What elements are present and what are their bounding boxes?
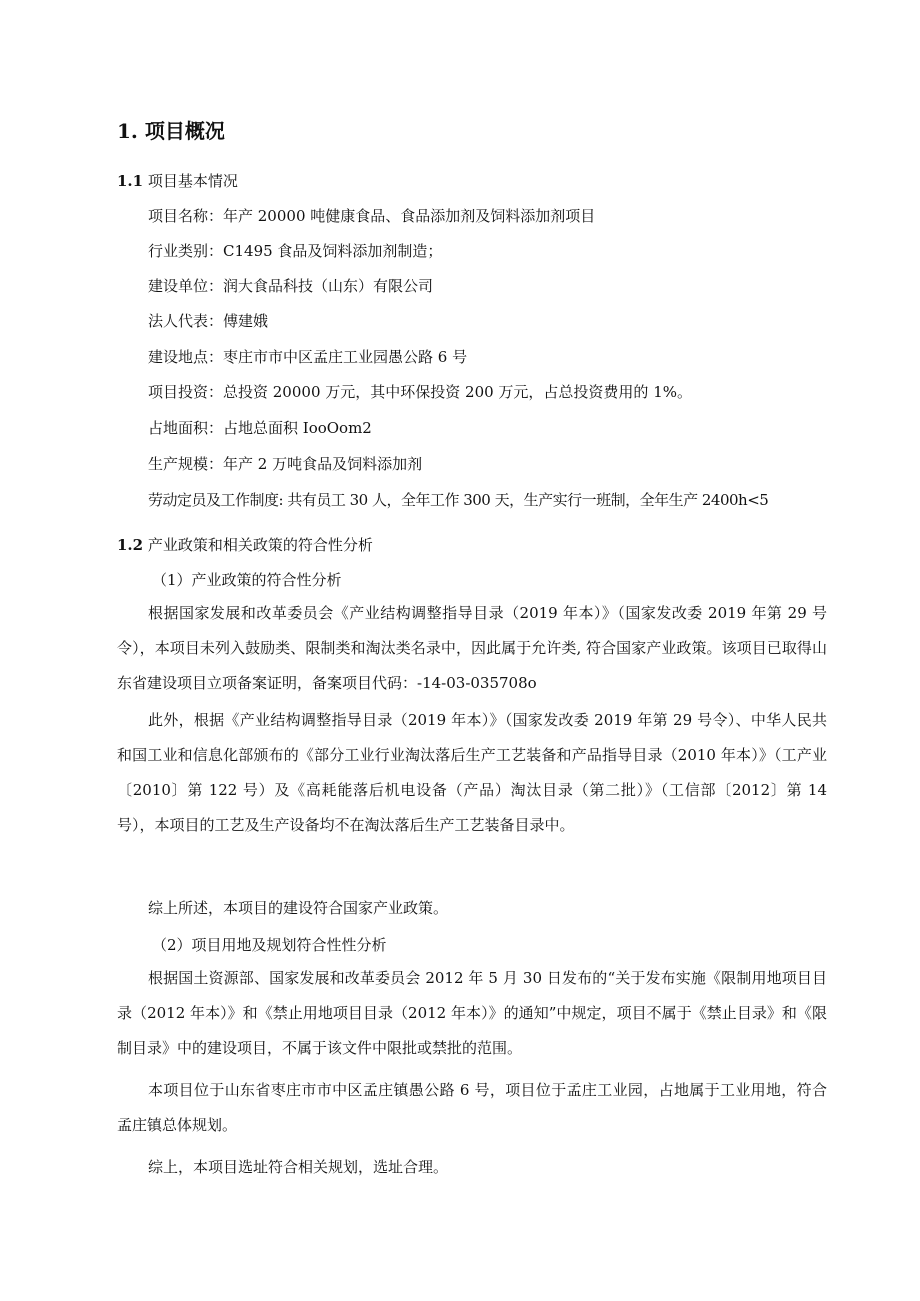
info-industry-category: 行业类别：C1495 食品及饲料添加剂制造；	[148, 242, 443, 260]
subsection-title: 项目基本情况	[143, 172, 238, 190]
policy-paragraph-6: 综上，本项目选址符合相关规划，选址合理。	[148, 1158, 449, 1176]
info-legal-representative: 法人代表：傅建娥	[148, 312, 269, 330]
info-labor-schedule: 劳动定员及工作制度: 共有员工 30 人，全年工作 300 天，生产实行一班制，全年生产 2400h<5	[148, 491, 769, 509]
info-land-area: 占地面积：占地总面积 IooOom2	[148, 419, 372, 437]
subsection-number: 1.1	[117, 172, 144, 190]
info-construction-unit: 建设单位：润大食品科技（山东）有限公司	[148, 277, 434, 295]
subsection-heading-policy	[117, 533, 373, 557]
policy-paragraph-4: 根据国土资源部、国家发展和改革委员会 2012 年 5 月 30 日发布的“关于发布实施《限制用地项目目录（2012 年本）》和《禁止用地项目目录（2012 年本）》的通知”中规定，项目不属于《禁止目录》和《限制目录》中的建设项目，不属于该文件中限批或禁批的范围。	[117, 969, 827, 1057]
subsection-number: 1.2	[117, 536, 144, 554]
subsection-title: 产业政策和相关政策的符合性分析	[143, 536, 373, 554]
section-title: 1. 项目概况	[117, 119, 225, 143]
policy-paragraph-2: 此外，根据《产业结构调整指导目录（2019 年本）》（国家发改委 2019 年第 29 号令）、中华人民共和国工业和信息化部颁布的《部分工业行业淘汰落后生产工艺装备和产品指导目录（2010 年本）》（工产业〔2010〕第 122 号）及《高耗能落后机电设备（产品）淘汰目录（第二批）》（工信部〔2012〕第 14 号），本项目的工艺及生产设备均不在淘汰落后生产工艺装备目录中。	[117, 711, 827, 834]
info-production-scale: 生产规模：年产 2 万吨食品及饲料添加剂	[148, 455, 423, 473]
info-construction-site: 建设地点：枣庄市市中区孟庄工业园愚公路 6 号	[148, 348, 468, 366]
policy-subheading-2: （2）项目用地及规划符合性性分析	[152, 936, 387, 954]
policy-paragraph-3: 综上所述，本项目的建设符合国家产业政策。	[148, 899, 449, 917]
subsection-heading-basic	[117, 169, 238, 193]
policy-paragraph-5: 本项目位于山东省枣庄市市中区孟庄镇愚公路 6 号，项目位于孟庄工业园，占地属于工业用地，符合孟庄镇总体规划。	[117, 1081, 827, 1134]
policy-paragraph-1: 根据国家发展和改革委员会《产业结构调整指导目录（2019 年本）》（国家发改委 2019 年第 29 号令），本项目未列入鼓励类、限制类和淘汰类名录中，因此属于允许类, 符合国家产业政策。该项目已取得山东省建设项目立项备案证明，备案项目代码：-14-03-035708o	[117, 604, 827, 692]
policy-subheading-1: （1）产业政策的符合性分析	[152, 571, 342, 589]
info-project-name: 项目名称：年产 20000 吨健康食品、食品添加剂及饲料添加剂项目	[148, 207, 596, 225]
info-investment: 项目投资：总投资 20000 万元，其中环保投资 200 万元，占总投资费用的 1%。	[148, 383, 692, 401]
